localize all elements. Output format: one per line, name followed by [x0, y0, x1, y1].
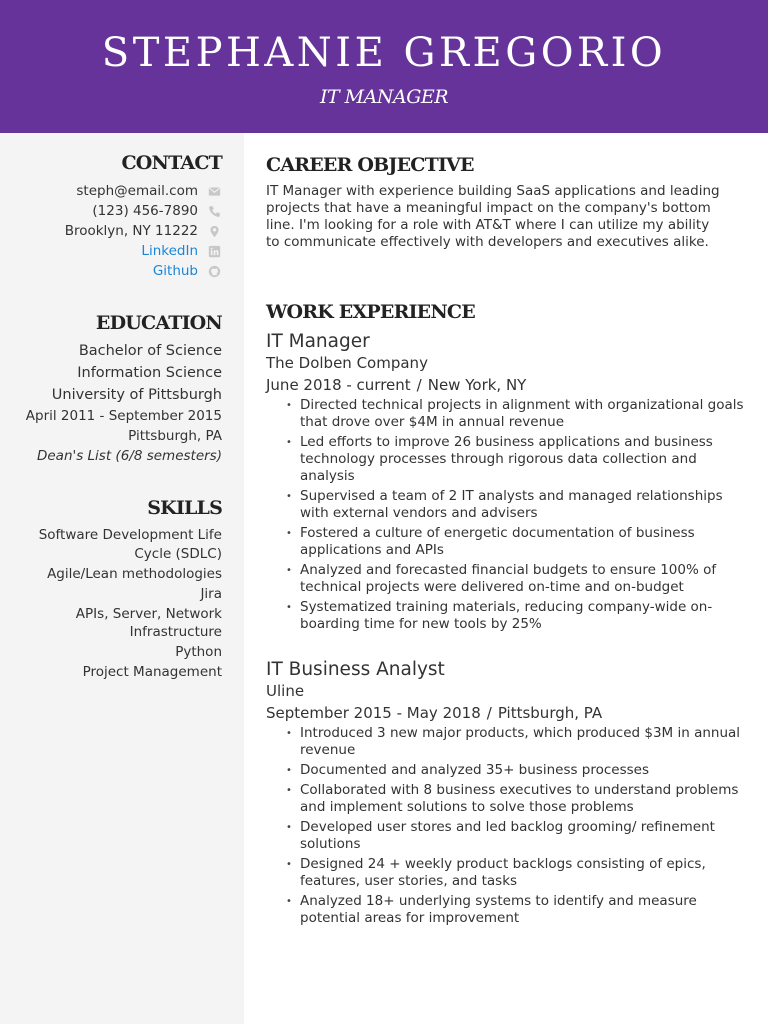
contact-heading: CONTACT: [121, 152, 222, 174]
job-bullet: • Systematized training materials, reducing company-wide on-boarding time for new tools by 25%: [300, 599, 746, 633]
job-separator: /: [416, 376, 422, 394]
sidebar: [0, 133, 244, 1024]
job-bullet: • Documented and analyzed 35+ business processes: [300, 762, 746, 779]
education-dates: April 2011 - September 2015: [25, 408, 222, 424]
job-dates: June 2018 - current: [266, 376, 411, 394]
skill-item: Jira: [200, 585, 222, 602]
job-entry: [266, 658, 746, 930]
skill-item: Project Management: [82, 664, 222, 680]
envelope-icon: [206, 184, 222, 198]
contact-linkedin[interactable]: [7, 241, 222, 261]
experience-heading: WORK EXPERIENCE: [266, 301, 475, 323]
skill-item: Python: [175, 644, 222, 660]
job-company: The Dolben Company: [266, 354, 428, 372]
experience-section: [266, 300, 746, 636]
education-section: [7, 311, 222, 466]
phone-icon: [206, 204, 222, 218]
job-entry: [266, 330, 746, 633]
job-bullet: • Led efforts to improve 26 business applications and business technology processes through rigorous data collection and analysis: [300, 434, 746, 485]
skill-item: APIs, Server, Network Infrastructure: [75, 605, 222, 640]
candidate-name: STEPHANIE GREGORIO: [101, 30, 667, 76]
job-bullet: • Directed technical projects in alignment with organizational goals that drove over $4M in annual revenue: [300, 397, 746, 431]
job-bullet: • Designed 24 + weekly product backlogs consisting of epics, features, user stories, and tasks: [300, 856, 746, 890]
job-role: IT Manager: [266, 331, 370, 352]
contact-email[interactable]: [7, 181, 222, 201]
job-dates-location: [266, 374, 746, 396]
contact-phone-text[interactable]: (123) 456-7890: [92, 203, 198, 219]
job-bullet: • Developed user stores and led backlog grooming/ refinement solutions: [300, 819, 746, 853]
job-bullets: [266, 725, 746, 927]
education-major: Information Science: [77, 365, 222, 381]
job-dates: September 2015 - May 2018: [266, 704, 481, 722]
job-role: IT Business Analyst: [266, 659, 445, 680]
job-bullet: • Analyzed and forecasted financial budgets to ensure 100% of technical projects were delivered on-time and on-budget: [300, 562, 746, 596]
contact-location: [7, 221, 222, 241]
contact-github[interactable]: [7, 261, 222, 281]
job-bullet: • Fostered a culture of energetic documentation of business applications and APIs: [300, 525, 746, 559]
education-school: University of Pittsburgh: [51, 387, 222, 403]
skill-item: Agile/Lean methodologies: [47, 565, 222, 582]
github-link[interactable]: Github: [152, 263, 198, 279]
linkedin-icon: [206, 244, 222, 258]
skill-item: Software Development Life Cycle (SDLC): [38, 527, 222, 562]
contact-phone[interactable]: [7, 201, 222, 221]
objective-section: [266, 153, 746, 251]
contact-section: [7, 151, 222, 281]
job-bullet: • Collaborated with 8 business executives to understand problems and implement solutions to solve those problems: [300, 782, 746, 816]
job-bullet: • Supervised a team of 2 IT analysts and managed relationships with external vendors and advisers: [300, 488, 746, 522]
contact-email-text[interactable]: steph@email.com: [76, 183, 198, 199]
job-dates-location: [266, 702, 746, 724]
education-location: Pittsburgh, PA: [128, 428, 222, 444]
job-separator: /: [486, 704, 492, 722]
linkedin-link[interactable]: LinkedIn: [141, 243, 198, 259]
education-heading: EDUCATION: [95, 312, 222, 334]
education-honors: Dean's List (6/8 semesters): [36, 448, 222, 464]
job-bullets: [266, 397, 746, 633]
job-bullet: • Introduced 3 new major products, which produced $3M in annual revenue: [300, 725, 746, 759]
objective-heading: CAREER OBJECTIVE: [266, 154, 474, 176]
resume-header: [0, 0, 768, 133]
job-location: New York, NY: [427, 376, 527, 394]
education-degree: Bachelor of Science: [78, 343, 222, 359]
candidate-title: IT MANAGER: [319, 86, 449, 108]
github-icon: [206, 264, 222, 278]
map-pin-icon: [206, 224, 222, 238]
objective-text: IT Manager with experience building SaaS applications and leading projects that have a meaningful impact on the company's bottom line. I'm looking for a role with AT&T where I can utilize my ability to communicate effectively with developers and executives alike.: [266, 183, 720, 250]
skills-section: [7, 496, 222, 683]
skills-heading: SKILLS: [147, 497, 222, 519]
job-location: Pittsburgh, PA: [497, 704, 603, 722]
job-company: Uline: [266, 682, 305, 700]
job-bullet: • Analyzed 18+ underlying systems to identify and measure potential areas for improvement: [300, 893, 746, 927]
contact-location-text: Brooklyn, NY 11222: [64, 223, 198, 239]
